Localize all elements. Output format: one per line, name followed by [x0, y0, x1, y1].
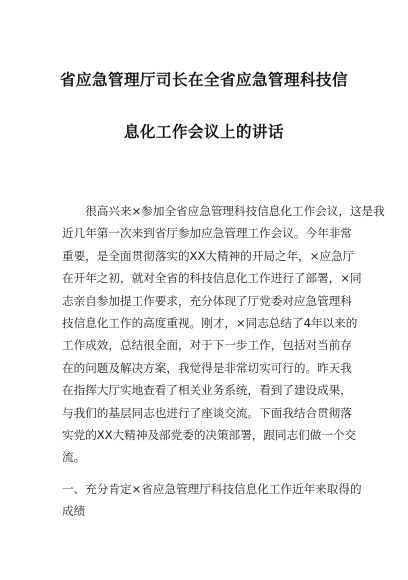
paragraph-line: 在开年之初，就对全省的科技信息化工作进行了部署，×同 — [62, 271, 362, 286]
body-paragraph — [62, 200, 385, 469]
paragraph-line: 流。 — [62, 450, 86, 465]
document-title-line-2: 息化工作会议上的讲话 — [123, 123, 284, 141]
paragraph-line: 在指挥大厅实地查看了相关业务系统，看到了建设成果， — [62, 383, 352, 398]
paragraph-line: 志亲自参加提工作要求，充分体现了厅党委对应急管理科 — [62, 293, 352, 308]
section-heading — [62, 478, 362, 523]
paragraph-line: 很高兴来×参加全省应急管理科技信息化工作会议，这是我 — [85, 204, 385, 218]
paragraph-line: 工作成效，总结很全面，对于下一步工作，包括对当前存 — [62, 338, 352, 353]
paragraph-line: 技信息化工作的高度重视。刚才，×同志总结了4年以来的 — [62, 316, 358, 331]
paragraph-line: 重要，是全面贯彻落实的XX大精神的开局之年，×应急厅 — [62, 248, 355, 263]
section-heading-line: 一、充分肯定×省应急管理厅科技信息化工作近年来取得的 — [62, 482, 362, 496]
section-heading-line: 成绩 — [62, 504, 86, 519]
paragraph-line: 实党的XX大精神及部党委的决策部署，跟同志们做一个交 — [62, 428, 357, 443]
paragraph-line: 与我们的基层同志也进行了座谈交流。下面我结合贯彻落 — [62, 405, 352, 420]
document-title-line-1: 省应急管理厅司长在全省应急管理科技信 — [59, 71, 348, 89]
paragraph-line: 近几年第一次来到省厅参加应急管理工作会议。今年非常 — [62, 226, 352, 241]
paragraph-line: 在的问题及解决方案，我觉得是非常切实可行的。昨天我 — [62, 360, 352, 375]
